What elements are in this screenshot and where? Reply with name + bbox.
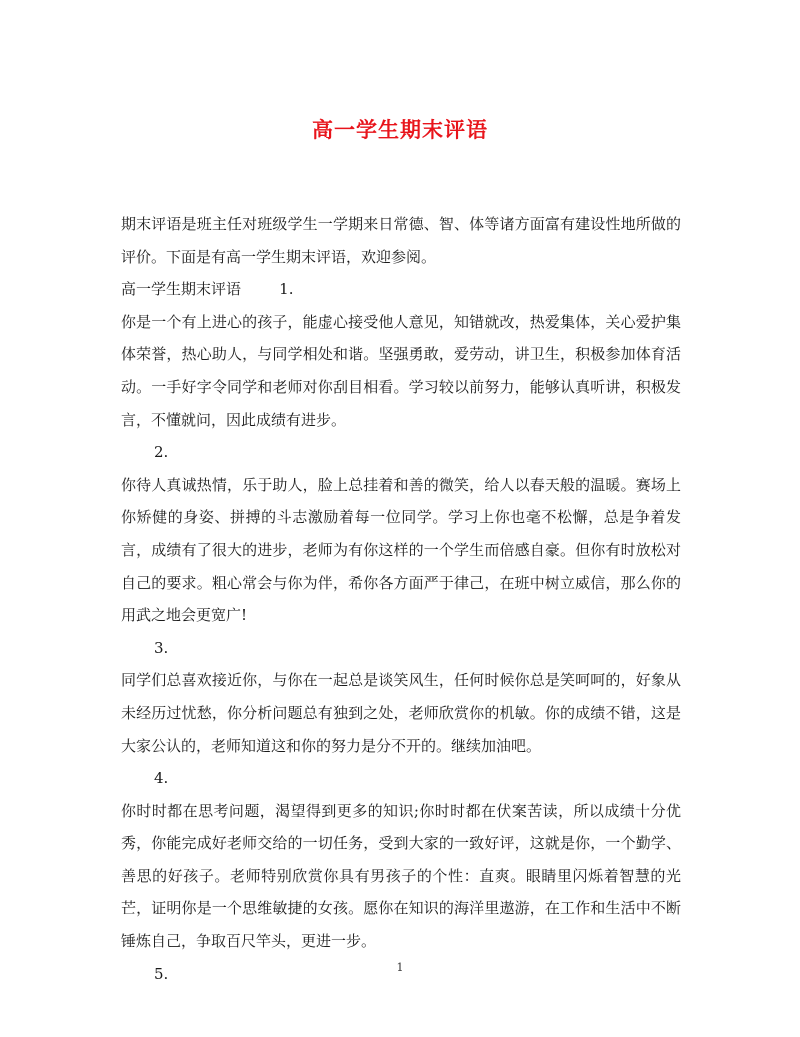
intro-paragraph: 期末评语是班主任对班级学生一学期来日常德、智、体等诸方面富有建设性地所做的评价。下面是有高一学生期末评语，欢迎参阅。: [121, 215, 681, 266]
comment-2-number: 2.: [154, 443, 169, 462]
subheading-number: 1.: [279, 280, 294, 299]
document-body: [121, 208, 681, 990]
comment-3-number: 3.: [154, 638, 169, 657]
comment-4-text: 你时时都在思考问题，渴望得到更多的知识;你时时都在伏案苦读，所以成绩十分优秀，你能完成好老师交给的一切任务，受到大家的一致好评，这就是你，一个勤学、善思的好孩子。老师特别欣赏你具有男孩子的个性：直爽。眼睛里闪烁着智慧的光芒，证明你是一个思维敏捷的女孩。愿你在知识的海洋里遨游，在工作和生活中不断锤炼自己，争取百尺竿头，更进一步。: [121, 801, 681, 951]
subheading-line: [121, 273, 681, 306]
comment-4-number: 4.: [154, 769, 169, 788]
document-title: 高一学生期末评语: [312, 117, 488, 142]
comment-2-text: 你待人真诚热情，乐于助人，脸上总挂着和善的微笑，给人以春天般的温暖。赛场上你矫健的身姿、拼搏的斗志激励着每一位同学。学习上你也毫不松懈，总是争着发言，成绩有了很大的进步，老师为有你这样的一个学生而倍感自豪。但你有时放松对自己的要求。粗心常会与你为伴，希你各方面严于律己，在班中树立威信，那么你的用武之地会更宽广!: [121, 475, 681, 625]
subheading-text: 高一学生期末评语: [121, 280, 242, 299]
comment-3-text: 同学们总喜欢接近你，与你在一起总是谈笑风生，任何时候你总是笑呵呵的，好象从未经历过忧愁，你分析问题总有独到之处，老师欣赏你的机敏。你的成绩不错，这是大家公认的，老师知道这和你的努力是分不开的。继续加油吧。: [121, 671, 681, 755]
comment-5-number: 5.: [154, 964, 169, 983]
comment-1-text: 你是一个有上进心的孩子，能虚心接受他人意见，知错就改，热爱集体，关心爱护集体荣誉，热心助人，与同学相处和谐。坚强勇敢，爱劳动，讲卫生，积极参加体育活动。一手好字令同学和老师对你刮目相看。学习较以前努力，能够认真听讲，积极发言，不懂就问，因此成绩有进步。: [121, 312, 681, 429]
page-number: 1: [396, 961, 404, 974]
